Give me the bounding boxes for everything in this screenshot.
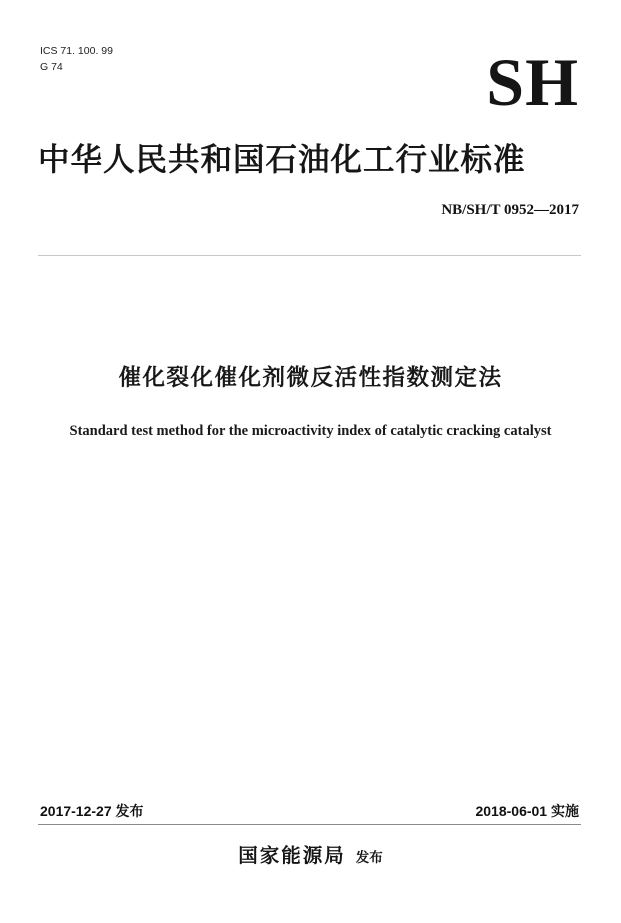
standard-number: NB/SH/T 0952—2017 <box>441 202 579 218</box>
publisher-line <box>0 842 621 872</box>
issue-date: 2017-12-27 发布 <box>40 803 144 819</box>
publisher-name: 国家能源局 <box>238 844 346 867</box>
standard-category-heading: 中华人民共和国石油化工行业标准 <box>38 142 526 178</box>
document-title-chinese: 催化裂化催化剂微反活性指数测定法 <box>118 365 503 391</box>
bottom-divider <box>38 824 581 825</box>
publisher-suffix: 发布 <box>355 850 383 866</box>
sh-logo: SH <box>486 44 579 120</box>
top-divider <box>38 255 581 256</box>
ccs-code: G 74 <box>40 61 63 73</box>
document-title-english: Standard test method for the microactivity index of catalytic cracking catalyst <box>69 423 552 439</box>
ics-code: ICS 71. 100. 99 <box>40 45 113 57</box>
implementation-date: 2018-06-01 实施 <box>475 803 579 819</box>
